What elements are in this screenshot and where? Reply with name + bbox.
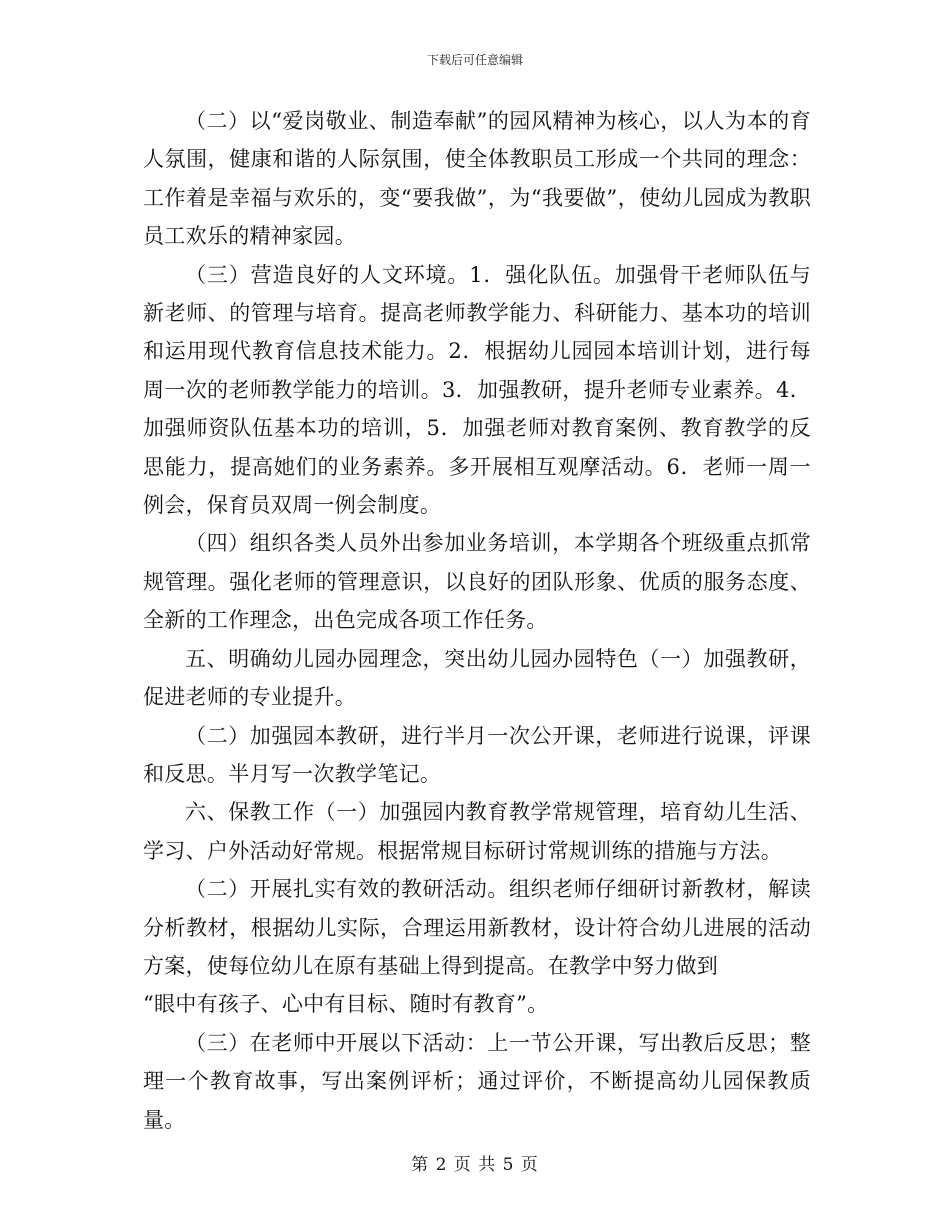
paragraph: 六、保教工作（一）加强园内教育教学常规管理，培育幼儿生活、学习、户外活动好常规。根据常规目标研讨常规训练的措施与方法。 [143, 800, 811, 863]
paragraph: （三）在老师中开展以下活动：上一节公开课，写出教后反思；整理一个教育故事，写出案例评析；通过评价，不断提高幼儿园保教质量。 [143, 1030, 811, 1132]
paragraph: （二）加强园本教研，进行半月一次公开课，老师进行说课，评课和反思。半月写一次教学笔记。 [143, 723, 811, 786]
paragraph-continuation: “眼中有孩子、心中有目标、随时有教育”。 [143, 992, 549, 1017]
page-number-footer: 第 2 页 共 5 页 [411, 1155, 539, 1175]
paragraph: （二）开展扎实有效的教研活动。组织老师仔细研讨新教材，解读分析教材，根据幼儿实际，合理运用新教材，设计符合幼儿进展的活动方案，使每位幼儿在原有基础上得到提高。在教学中努力做到 [143, 877, 811, 978]
document-body [143, 102, 811, 1139]
paragraph: （二）以“爱岗敬业、制造奉献”的园风精神为核心，以人为本的育人氛围，健康和谐的人际氛围，使全体教职员工形成一个共同的理念：工作着是幸福与欢乐的，变“要我做”，为“我要做”，使幼儿园成为教职员工欢乐的精神家园。 [143, 109, 811, 249]
paragraph: 五、明确幼儿园办园理念，突出幼儿园办园特色（一）加强教研，促进老师的专业提升。 [143, 646, 811, 710]
paragraph: （三）营造良好的人文环境。1．强化队伍。加强骨干老师队伍与新老师、的管理与培育。提高老师教学能力、科研能力、基本功的培训和运用现代教育信息技术能力。2．根据幼儿园园本培训计划，进行每周一次的老师教学能力的培训。3．加强教研，提升老师专业素养。4．加强师资队伍基本功的培训，5．加强老师对教育案例、教育教学的反思能力，提高她们的业务素养。多开展相互观摩活动。6．老师一周一例会，保育员双周一例会制度。 [143, 262, 811, 518]
page-header: 下载后可任意编辑 [426, 53, 523, 67]
paragraph: （四）组织各类人员外出参加业务培训，本学期各个班级重点抓常规管理。强化老师的管理意识，以良好的团队形象、优质的服务态度、全新的工作理念，出色完成各项工作任务。 [143, 531, 811, 633]
